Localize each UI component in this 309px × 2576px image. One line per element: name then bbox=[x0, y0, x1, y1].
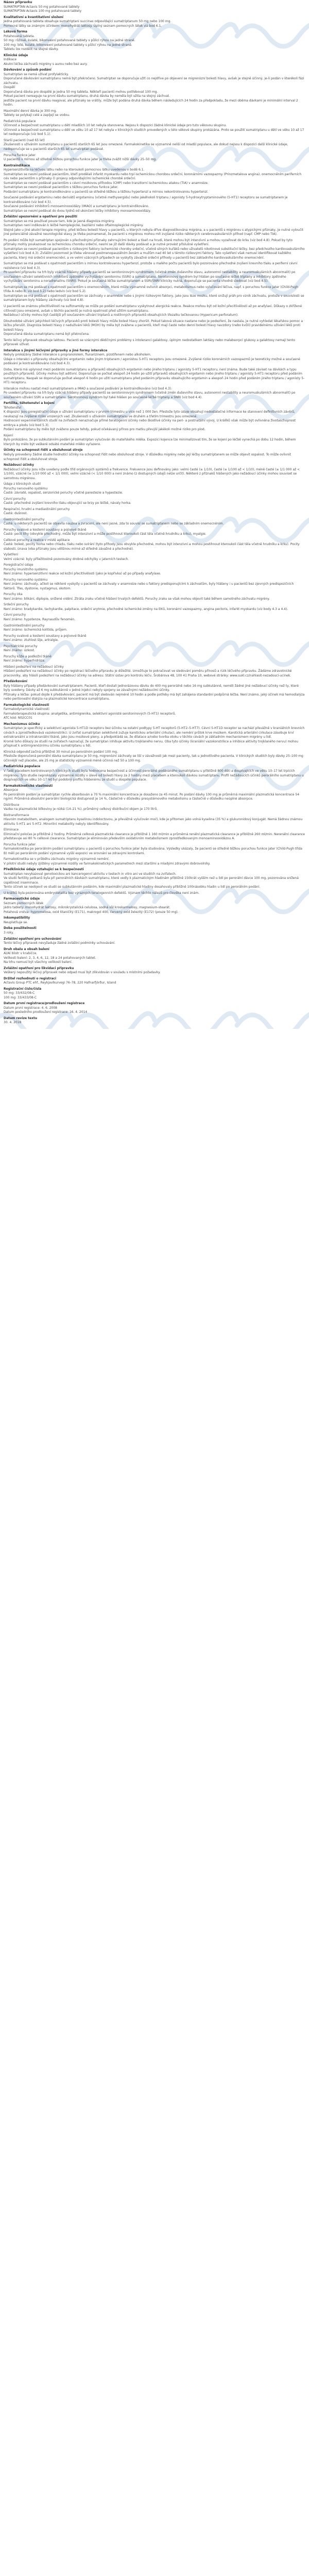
text-line: ATC kód: N02CC01 bbox=[4, 716, 32, 720]
text-line: Sumatriptan je specifický a selektivní agonista 5-HT1D receptoru bez účinku na ostatní podtypy 5-HT receptorů (5-HT2–5-HT7). Cévní 5-HT1D receptor se nachází převážně v kraniálních krevních cévách a zprostředkovává vazokonstrikci. U zvířat sumatriptan selektivně zužuje karotickou arteriální cirkulaci, ale nemění průtok krve mozkem. Karotická arteriální cirkulace zásobuje krví extrakraniální a intrakraniální tkáně, jako jsou mozkové pleny, a předpokládá se, že dilatace a/nebo tvorba otoku v těchto cévách je základním mechanismem migrény u lidí. bbox=[4, 726, 306, 739]
text-line: Podání sumatriptanu by mělo být zváženo pouze tehdy, pokud očekávaný přínos pro matku převýší jakékoli možné riziko pro plod. bbox=[4, 428, 205, 432]
text-line: Seznam pomocných látek bbox=[4, 901, 44, 905]
paragraph-block bbox=[4, 952, 305, 965]
text-line: Tento léčivý přípravek obsahuje laktosu. Pacienti se vzácnými dědičnými problémy s intolerancí galaktosy, úplným nedostatkem laktázy nebo malabsorpcí glukosy a galaktosy nemají tento přípravek užívat. bbox=[4, 338, 296, 347]
text-line: Poruchy nervového systému bbox=[4, 578, 48, 582]
paragraph-block bbox=[4, 20, 305, 28]
text-line: Porucha funkce jater bbox=[4, 153, 36, 157]
text-line: Sumatriptan není indikován k léčbě hemiplegické, bazilární nebo oftalmoplegické migrény. bbox=[4, 224, 144, 228]
text-line: Sumatriptan se nesmí podávat do dvou týdnů od ukončení léčby inhibitory monoaminooxidázy. bbox=[4, 209, 151, 213]
section-heading: Farmakokinetické vlastnosti bbox=[4, 784, 53, 788]
paragraph-block bbox=[4, 931, 305, 936]
text-line: Po uvedení přípravku na trh byly vzácně hlášeny případy pacientů se serotoninovým syndromem (včetně změn duševního stavu, autonomní nestability a neuromuskulárních abnormalit) po současném užívání selektivních inhibitorů zpětného vychytávání serotoninu (SSRI) a sumatriptanu. Serotoninový syndrom byl hlášen po současné léčbě triptany a inhibitory zpětného vychytávání serotoninu a noradrenalinu (SNRI). Pokud je současná léčba sumatriptanem a SSRI/SNRI klinicky nutná, doporučuje se pacienta vhodně sledovat (viz bod 4.5). bbox=[4, 270, 297, 283]
section-heading: Mechanismus účinku bbox=[4, 722, 40, 726]
section-heading: Interakce s jinými léčivými přípravky a jiné formy interakce bbox=[4, 348, 108, 352]
paragraph-block bbox=[4, 872, 305, 890]
paragraph-block bbox=[4, 109, 305, 118]
text-line: Tablety se polykají celé a zapíjejí se vodou. bbox=[4, 113, 70, 117]
text-line: Sumatriptan nevykazoval genotoxickou ani kancerogenní aktivitu v testech in vitro ani ve studiích na zvířatech. bbox=[4, 872, 177, 876]
text-line: Farmakokinetika se v průběhu záchvatu migrény významně nemění. bbox=[4, 857, 110, 861]
paragraph-block bbox=[4, 707, 305, 721]
text-line: Není známo: hypotenze, Raynaudův fenomén. bbox=[4, 618, 76, 621]
text-line: Těhotenství bbox=[4, 405, 22, 410]
text-line: Bylo prokázáno, že po subkutánním podání je sumatriptan vylučován do mateřského mléka. Expozici kojence lze minimalizovat tím, že se kojení po léčbě vynechá po dobu 12 hodin, během kterých by mělo být veškeré odsáté mateřské mléko vyřazeno. bbox=[4, 438, 297, 446]
text-line: Eliminace bbox=[4, 828, 19, 832]
section-heading: Dávkování a způsob podání bbox=[4, 68, 52, 72]
section-heading: Držitel rozhodnutí o registraci bbox=[4, 976, 57, 980]
text-line: Kromě toho důkazy ze studií na zvířatech naznačují, že sumatriptan inhibuje aktivitu trojklaného nervu. Oba tyto účinky (kraniální vazokonstrikce a inhibice aktivity trojklaného nervu) mohou přispívat k antimigrenóznímu účinku sumatriptanu u lidí. bbox=[4, 739, 300, 748]
paragraph-block bbox=[4, 553, 305, 562]
text-line: U pacientů s mírnou až středně těžkou poruchou funkce jater je třeba zvážit nižší dávky 25–50 mg. bbox=[4, 158, 157, 162]
text-line: Sumatriptan se má používat pouze tam, kde je jasná diagnóza migrény. bbox=[4, 219, 115, 223]
text-line: Účinnost a bezpečnost sumatriptanu u dětí mladších 10 let nebyla stanovena. Nejsou k dispozici žádné klinické údaje pro tuto věkovou skupinu. bbox=[4, 124, 227, 128]
text-line: Al/Al blistr v krabičce. bbox=[4, 952, 38, 956]
text-line: Poruchy svalové a kosterní soustavy a pojivové tkáně bbox=[4, 634, 87, 638]
text-line: Psychiatrické poruchy bbox=[4, 644, 38, 648]
section-heading: Nežádoucí účinky bbox=[4, 463, 35, 467]
text-line: Pomocné látky se známým účinkem: monohydrát laktosy. Úplný seznam pomocných látek viz bod 6.1. bbox=[4, 24, 162, 28]
document-page bbox=[0, 0, 309, 1029]
paragraph-block bbox=[4, 73, 305, 108]
text-line: Ve studii fertility potkanů byla při perorálních dávkách sumatriptanu, které vedly k plazmatickým hladinám přibližně 150krát vyšším než u lidí po perorální dávce 100 mg, pozorována snížená úspěšnost inseminace. bbox=[4, 876, 300, 885]
text-line: Cévní poruchy bbox=[4, 497, 26, 501]
text-line: Hlášení podezření na nežádoucí účinky bbox=[4, 665, 64, 669]
text-line: Poruchy svalové a kosterní soustavy a pojivové tkáně bbox=[4, 528, 87, 532]
paragraph-block bbox=[4, 120, 305, 137]
text-line: Nežádoucí účinky mohou být častější při současném užívání triptanů a rostlinných přípravků obsahujících třezalku tečkovanou (Hypericum perforatum). bbox=[4, 313, 238, 317]
paragraph-block bbox=[4, 769, 305, 783]
paragraph-block bbox=[4, 168, 305, 194]
section-heading: Fertilita, těhotenství a kojení bbox=[4, 401, 55, 405]
text-line: Časté: bolest, pocity horka nebo chladu, tlaku nebo svírání (tyto příhody jsou obvykle přechodné, mohou být intenzivní a mohou postihnout kteroukoli část těla včetně hrudníku a krku). Pocity slabosti, únava (oba příznaky jsou většinou mírné až středně závažné a přechodné). bbox=[4, 543, 301, 551]
paragraph-block bbox=[4, 788, 305, 802]
section-heading: Doba použitelnosti bbox=[4, 926, 37, 930]
section-heading: Předávkování bbox=[4, 680, 27, 684]
text-line: Doporučená dávka sumatriptanu nemá být překročena. bbox=[4, 332, 90, 336]
text-line: Není známo: hyperhidróza. bbox=[4, 659, 45, 663]
text-line: Datum posledního prodloužení registrace: 16. 4. 2014 bbox=[4, 1010, 88, 1014]
paragraph-block bbox=[4, 528, 305, 537]
text-line: Po perorálním podání je sumatriptan rychle absorbován a 70 % maximální koncentrace je dosaženo za 45 minut. Po podání dávky 100 mg je průměrná maximální plazmatická koncentrace 54 ng/ml. Průměrná absolutní perorální biologická dostupnost je 14 %, částečně v důsledku presystémového metabolismu a částečně v důsledku neúplné absorpce. bbox=[4, 792, 300, 801]
text-line: Časté: závratě, ospalost, senzorické poruchy včetně parestezie a hypestezie. bbox=[4, 491, 123, 495]
text-line: Gastrointestinální poruchy bbox=[4, 623, 45, 628]
paragraph-block bbox=[4, 338, 305, 347]
text-line: Farmakokinetika po perorálním podání sumatriptanu u pacientů s poruchou funkce jater byla studována. Výsledky ukázaly, že pacienti se středně těžkou poruchou funkce jater (Child-Pugh třída B) měli po perorálním podání významně vyšší expozici ve srovnání se zdravými kontrolami. bbox=[4, 847, 303, 855]
text-line: Hlášení podezření na nežádoucí účinky po registraci léčivého přípravku je důležité. Umožňuje to pokračovat ve sledování poměru přínosů a rizik léčivého přípravku. Žádáme zdravotnické pracovníky, aby hlásili podezření na nežádoucí účinky na adresu: Státní ústav pro kontrolu léčiv, Šrobárova 48, 100 41 Praha 10, webové stránky: www.sukl.cz/nahlasit-nezadouci-ucinek. bbox=[4, 669, 293, 677]
paragraph-block bbox=[4, 497, 305, 506]
paragraph-block bbox=[4, 387, 305, 400]
text-line: Neuplatňuje se. bbox=[4, 920, 28, 924]
text-line: Absorpce bbox=[4, 788, 18, 792]
paragraph-block bbox=[4, 921, 305, 925]
paragraph-block bbox=[4, 624, 305, 633]
paragraph-block bbox=[4, 482, 305, 496]
paragraph-block bbox=[4, 592, 305, 601]
text-line: Gastrointestinální poruchy bbox=[4, 517, 45, 521]
text-line: Cévní poruchy bbox=[4, 613, 26, 617]
section-heading: Pediatrická populace bbox=[4, 765, 41, 769]
text-line: Doporučená dávka pro dospělé je jedna 50 mg tableta. Někteří pacienti mohou potřebovat 100 mg. bbox=[4, 90, 158, 94]
text-line: Časté: u některých pacientů se objevila nauzea a zvracení, ale není jasné, zda to souvisí se sumatriptanem nebo se základním onemocněním. bbox=[4, 522, 224, 526]
text-line: Pokud pacient nereaguje na první dávku sumatriptanu, druhá dávka by neměla být užita na stejný záchvat. bbox=[4, 94, 170, 98]
text-line: Respirační, hrudní a mediastinální poruchy bbox=[4, 507, 70, 511]
text-line: V pilotní studii nebyly zjištěny významné rozdíly ve farmakokinetických parametrech mezi staršími a mladými zdravými dobrovolníky. bbox=[4, 861, 211, 866]
paragraph-block bbox=[4, 1021, 305, 1025]
text-line: Eliminační poločas je přibližně 2 hodiny. Průměrná celková plazmatická clearance je přibližně 1 160 ml/min a průměrná renální plazmatická clearance je přibližně 260 ml/min. Nerenální clearance představuje asi 80 % celkové clearance. Sumatriptan je eliminován především oxidativním metabolismem zprostředkovaným monoaminooxidázou A. bbox=[4, 832, 306, 841]
text-line: Sumatriptan se nesmí podávat pacientům s těžkou poruchou funkce jater. bbox=[4, 185, 118, 190]
paragraph-block bbox=[4, 239, 305, 261]
paragraph-block bbox=[4, 902, 305, 915]
text-line: Není známo: úzkost. bbox=[4, 649, 35, 653]
section-heading: Léková forma bbox=[4, 30, 27, 34]
paragraph-block bbox=[4, 5, 305, 14]
text-line: Vazba na plazmatické bílkoviny je nízká (14–21 %), průměrný celkový distribuční objem je 170 litrů. bbox=[4, 807, 158, 811]
text-line: Není známo: hypersenzitivní reakce od kožní přecitlivělosti (jako je kopřivka) až po případy anafylaxe. bbox=[4, 572, 161, 576]
text-line: Zkušenosti s užíváním sumatriptanu u pacientů starších 65 let jsou omezené. Farmakokinetika se významně neliší od mladší populace, ale dokud nejsou k dispozici další klinické údaje, nedoporučuje se u pacientů starších 65 let sumatriptan podávat. bbox=[4, 143, 289, 151]
paragraph-block bbox=[4, 843, 305, 856]
text-line: Potahová vrstva: hypromelosa, oxid titaničitý (E171), makrogol 400, červený oxid železitý (E172) (pouze 50 mg). bbox=[4, 910, 179, 914]
section-heading: Účinky na schopnost řídit a obsluhovat stroje bbox=[4, 448, 83, 452]
paragraph-block bbox=[4, 803, 305, 812]
section-heading: Klinické údaje bbox=[4, 53, 28, 57]
paragraph-block bbox=[4, 578, 305, 591]
text-line: Jádro tablety: monohydrát laktosy, mikrokrystalická celulosa, sodná sůl kroskarmelosy, magnesium-stearát. bbox=[4, 906, 170, 910]
section-heading: Datum revize textu bbox=[4, 1016, 38, 1020]
paragraph-block bbox=[4, 35, 305, 52]
section-heading: Předklinické údaje vztahující se k bezpečnosti bbox=[4, 868, 84, 872]
text-line: Farmakoterapeutická skupina: analgetika, antimigrenika, selektivní agonisté serotoninových (5-HT1) receptorů. bbox=[4, 711, 176, 716]
text-line: Časté: pocit tíhy (obvykle přechodný, může být intenzivní a může postihnout kteroukoli část těla včetně hrudníku a krku), myalgie. bbox=[4, 532, 207, 536]
paragraph-block bbox=[4, 634, 305, 643]
text-line: Sumatriptan se nemá užívat profylakticky. bbox=[4, 72, 69, 76]
text-line: Dlouhodobé užívání jakýchkoli léčivých přípravků proti bolesti hlavy může bolest hlavy zhoršit. Pokud taková situace nastane nebo je podezření, že nastala, je nutné vyhledat lékařskou pomoc a léčbu přerušit. Diagnóza bolesti hlavy z nadužívání léků (MOH) by měla být zvážena u pacientů, kteří mají časté nebo denní bolesti hlavy navzdory (nebo kvůli) pravidelnému užívání léků proti bolesti hlavy. bbox=[4, 319, 304, 332]
paragraph-block bbox=[4, 368, 305, 385]
text-line: Účinnost a bezpečnost sumatriptanu u dětí ve věku 10 až 17 let nebyla v klinických studiích provedených u této věkové skupiny prokázána. Proto se použití sumatriptanu u dětí ve věku 10 až 17 let nedoporučuje (viz bod 5.1). bbox=[4, 128, 305, 137]
text-line: Actavis Group PTC ehf., Reykjavíkurvegi 76–78, 220 Hafnarfjörður, Island bbox=[4, 981, 116, 985]
text-line: 30. 4. 2018 bbox=[4, 1021, 22, 1025]
text-line: Datum první registrace: 4. 6. 2008 bbox=[4, 1006, 57, 1010]
text-line: Doporučené dávkování sumatriptanu nemá být překročeno. Sumatriptan se doporučuje užít co nejdříve po objevení se migrenózní bolesti hlavy, avšak je stejně účinný, je-li podán v kterékoli fázi záchvatu. bbox=[4, 77, 305, 85]
text-line: Velmi vzácné: byly příležitostně pozorovány drobné odchylky v jaterních testech. bbox=[4, 557, 129, 561]
text-line: Po podání může být sumatriptan spojován s přechodnými příznaky zahrnujícími bolest a tíseň na hrudi, které mohou být intenzivní a mohou vyzařovat do krku (viz bod 4.8). Pokud by tyto příznaky mohly poukazovat na ischemickou chorobu srdeční, nesmí se již další dávky podávat a je nutné provést příslušné vyšetření. bbox=[4, 238, 294, 247]
text-line: 50 mg: růžové, kulaté, bikonvexní potahované tablety s půlicí rýhou na jedné straně. bbox=[4, 39, 135, 43]
text-line: Stejně jako u jiné akutní terapie migrény, před léčbou bolestí hlavy u pacientů, u kterých nebyla dříve diagnostikována migréna, a u pacientů s migrénou s atypickými příznaky, je nutné vyloučit jiné potenciálně závažné neurologické stavy. Je třeba poznamenat, že pacienti s migrénou mohou mít zvýšené riziko některých cerebrovaskulárních příhod (např. CMP nebo TIA). bbox=[4, 228, 304, 236]
section-heading: Farmaceutické údaje bbox=[4, 897, 40, 901]
text-line: Klinická odpověď začíná přibližně 30 minut po perorálním podání 100 mg. bbox=[4, 750, 118, 754]
text-line: Celkové poruchy a reakce v místě aplikace bbox=[4, 538, 70, 542]
text-line: Údaje o interakci s přípravky obsahujícími ergotamin nebo jiným triptanem / agonistou 5-HT1 receptoru jsou omezené. Zvýšené riziko koronárních vazospazmů je teoreticky možné a současné podávání je kontraindikováno (viz bod 4.3). bbox=[4, 357, 301, 366]
paragraph-block bbox=[4, 814, 305, 827]
section-heading: Druh obalu a obsah balení bbox=[4, 947, 49, 951]
paragraph-block bbox=[4, 726, 305, 749]
text-line: V řadě placebem kontrolovaných klinických studií byla hodnocena bezpečnost a účinnost perorálně podávaného sumatriptanu u přibližně 800 dětí a dospívajících ve věku 10–17 let trpících migrénou. Tyto studie neprokázaly významné rozdíly v úlevě od bolesti hlavy za 2 hodiny mezi placebem a kteroukoli dávkou sumatriptanu. Profil nežádoucích účinků perorálního sumatriptanu u dospívajících ve věku 10–17 let byl podobný profilu hlášenému ze studií u dospělé populace. bbox=[4, 769, 305, 782]
text-line: Nežádoucí účinky jsou níže uvedeny podle tříd orgánových systémů a frekvence. Frekvence jsou definovány jako: velmi časté (≥ 1/10), časté (≥ 1/100 až < 1/10), méně časté (≥ 1/1 000 až < 1/100), vzácné (≥ 1/10 000 až < 1/1 000), velmi vzácné (< 1/10 000) a není známo (z dostupných údajů nelze určit). Některé z příznaků hlášených jako nežádoucí účinky mohou souviset se samotnou migrénou. bbox=[4, 467, 301, 480]
text-line: Jestliže pacient na první dávku reagoval, ale příznaky se vrátily, může být podána druhá dávka během následujících 24 hodin za předpokladu, že mezi oběma dávkami je minimální interval 2 hodin. bbox=[4, 98, 299, 107]
text-line: Není známo: blikání, diplopie, snížené vidění. Ztráta zraku včetně hlášení trvalých defektů. Poruchy zraku se však mohou objevit také během samotného záchvatu migrény. bbox=[4, 597, 270, 601]
paragraph-block bbox=[4, 262, 305, 284]
section-heading: Datum první registrace/prodloužení registrace bbox=[4, 1002, 85, 1006]
text-line: Příznaky a léčba: pokud dojde k předávkování, pacient má být sledován nejméně 10 hodin a podle potřeby má být zahájena standardní podpůrná léčba. Není známo, jaký účinek má hemodialýza nebo peritoneální dialýza na plazmatické koncentrace sumatriptanu. bbox=[4, 692, 306, 701]
paragraph-block bbox=[4, 285, 305, 303]
text-line: SUMATRIPTAN Actavis 50 mg potahované tablety bbox=[4, 5, 80, 9]
text-line: Hlavním metabolitem, analogem sumatriptanu kyselinou indoloctovou, je převážně vylučován močí, kde je přítomen jako volná kyselina (35 %) a glukuronidový konjugát. Nemá žádnou známou aktivitu 5-HT1 ani 5-HT2. Minoritní metabolity nebyly identifikovány. bbox=[4, 818, 304, 826]
text-line: U králíků byla pozorována embryoletalita bez výrazných teratogenních defektů. Význam těchto nálezů pro člověka není znám. bbox=[4, 891, 199, 895]
text-line: Současné podávání ergotaminu nebo derivátů ergotaminu (včetně methysergidu) nebo jakéhokoli triptanu / agonisty 5-hydroxytryptaminového (5-HT1) receptoru se sumatriptanem je kontraindikováno (viz bod 4.5). bbox=[4, 196, 289, 204]
paragraph-block bbox=[4, 139, 305, 152]
text-line: Velikosti balení: 2, 3, 4, 6, 12, 18 a 24 potahovaných tablet. bbox=[4, 956, 96, 960]
text-line: Indikace bbox=[4, 58, 17, 62]
section-heading: Zvláštní opatření pro uchovávání bbox=[4, 937, 61, 941]
paragraph-block bbox=[4, 507, 305, 516]
paragraph-block bbox=[4, 518, 305, 527]
text-line: 3 roky. bbox=[4, 931, 14, 935]
text-line: Současné podávání inhibitorů monoaminooxidázy (IMAO) a sumatriptanu je kontraindikováno. bbox=[4, 205, 149, 209]
paragraph-block bbox=[4, 154, 305, 162]
text-line: Byly hlášeny případy předávkování sumatriptanem. Pacienti, kteří dostali jednorázovou dávku do 400 mg perorálně nebo 16 mg subkutánně, neměli žádné jiné nežádoucí účinky než ty, které byly uvedeny. Dávky až 6 mg subkutánně v jedné injekci nebyly spojeny se závažnými nežádoucími účinky. bbox=[4, 684, 300, 692]
text-line: Poruchy imunitního systému bbox=[4, 567, 48, 571]
paragraph-block bbox=[4, 304, 305, 318]
text-line: Porucha funkce jater bbox=[4, 842, 36, 846]
text-line: Sumatriptan se nesmí podávat pacientům s rizikovými faktory ischemické choroby srdeční, včetně silných kuřáků nebo uživatelů nikotinové substituční léčby, bez předchozího kardiovaskulárního vyšetření (viz bod 4.3). Zvláštní pozornost je třeba věnovat postmenopauzálním ženám a mužům nad 40 let s těmito rizikovými faktory. Tato vyšetření však nemusí identifikovat každého pacienta, který má srdeční onemocnění, a ve velmi vzácných případech se vyskytly závažné srdeční příhody u pacientů bez základního kardiovaskulárního onemocnění. bbox=[4, 247, 306, 260]
paragraph-block bbox=[4, 981, 305, 986]
text-line: Nebyly prokázány žádné interakce s propranololem, flunarizinem, pizotifenem nebo alkoholem. bbox=[4, 353, 151, 357]
text-line: Potahovaná tableta. bbox=[4, 34, 35, 38]
text-line: Sumatriptan se má podávat s opatrností pacientům s mírnou kontrolovanou hypertenzí, protože u malého počtu pacientů bylo pozorováno přechodné zvýšení krevního tlaku a periferní cévní rezistence (viz bod 4.3). bbox=[4, 262, 299, 270]
section-heading: Inkompatibility bbox=[4, 916, 30, 920]
paragraph-block bbox=[4, 538, 305, 552]
paragraph-block bbox=[4, 971, 305, 975]
section-heading: Zvláštní opatření pro likvidaci přípravku bbox=[4, 966, 74, 970]
paragraph-block bbox=[4, 196, 305, 213]
paragraph-block bbox=[4, 828, 305, 841]
text-line: Sumatriptan se má podávat s opatrností pacientům se záchvaty v anamnéze nebo s jinými rizikovými faktory, jako jsou léze mozku, které snižují práh pro vznik záchvatu, protože v souvislosti se sumatriptanem byly hlášeny záchvaty (viz bod 4.8). bbox=[4, 294, 305, 302]
text-line: Poruchy nervového systému bbox=[4, 486, 48, 490]
section-heading: Farmakologické vlastnosti bbox=[4, 703, 49, 707]
paragraph-block bbox=[4, 655, 305, 664]
text-line: Kojení bbox=[4, 433, 13, 437]
text-line: Interakce mohou nastat mezi sumatriptanem a IMAO a současné podávání je kontraindikováno (viz bod 4.3). bbox=[4, 386, 173, 391]
text-line: Distribuce bbox=[4, 803, 20, 807]
text-line: Časté: dušnost. bbox=[4, 512, 28, 516]
text-line: Není známo: záchvaty, ačkoli se některé vyskytly u pacientů se záchvaty v anamnéze nebo s faktory predisponujícími k záchvatům, byly hlášeny i u pacientů bez zjevných predispozičních faktorů. Třes, dystonie, nystagmus, skotom. bbox=[4, 582, 295, 590]
paragraph-block bbox=[4, 219, 305, 237]
paragraph-block bbox=[4, 406, 305, 432]
text-line: U pacientů se známou přecitlivělostí na sulfonamidy se může po podání sumatriptanu vyskytnout alergická reakce. Reakce mohou být od kožní přecitlivělosti až po anafylaxi. Důkazy o zkřížené citlivosti jsou omezené, avšak u těchto pacientů je nutná opatrnost před užitím sumatriptanu. bbox=[4, 304, 303, 313]
paragraph-block bbox=[4, 891, 305, 896]
paragraph-block bbox=[4, 453, 305, 462]
text-line: Poruchy oka bbox=[4, 592, 23, 597]
paragraph-block bbox=[4, 468, 305, 481]
text-line: Poruchy kůže a podkožní tkáně bbox=[4, 654, 52, 658]
text-line: 50 mg: 33/432/08-C bbox=[4, 991, 35, 995]
text-line: Tabletu lze rozdělit na stejné dávky. bbox=[4, 47, 59, 52]
text-line: 100 mg: 33/433/08-C bbox=[4, 995, 37, 999]
paragraph-block bbox=[4, 991, 305, 1000]
section-heading: Registrační číslo/čísla bbox=[4, 987, 42, 991]
text-line: Vyšetření bbox=[4, 553, 19, 557]
text-line: Není známo: ischemická kolitida, průjem. bbox=[4, 628, 67, 632]
paragraph-block bbox=[4, 603, 305, 612]
paragraph-block bbox=[4, 941, 305, 946]
paragraph-block bbox=[4, 750, 305, 764]
paragraph-block bbox=[4, 613, 305, 622]
text-line: Údaje z klinických studií bbox=[4, 482, 41, 486]
text-line: Hypersenzitivita na léčivou látku nebo na kteroukoli pomocnou látku uvedenou v bodě 6.1. bbox=[4, 168, 145, 172]
text-line: Není známo: bradykardie, tachykardie, palpitace, srdeční arytmie, přechodné ischemické změny na EKG, koronární vazospazmy, angina pectoris, infarkt myokardu (viz body 4.3 a 4.4). bbox=[4, 607, 288, 611]
text-line: Farmakodynamické vlastnosti bbox=[4, 707, 49, 711]
text-line: Sumatriptan se má podávat s opatrností pacientům s onemocněním, které může významně ovlivnit absorpci, metabolismus nebo vylučování léčiva, např. s poruchou funkce jater (Child-Pugh třída A nebo B; viz bod 5.2) nebo ledvin (viz bod 5.2). bbox=[4, 285, 299, 294]
section-heading: Název přípravku bbox=[4, 1, 32, 4]
text-line: Starší pacienti (nad 65 let) bbox=[4, 138, 45, 142]
text-line: Tento účinek se neobjevil ve studii se subkutánním podáním, kde maximální plazmatické hladiny dosahovaly přibližně 100násobku hladin u lidí po perorálním podání. bbox=[4, 885, 261, 889]
paragraph-block bbox=[4, 563, 305, 577]
document-content bbox=[4, 1, 305, 1025]
paragraph-block bbox=[4, 319, 305, 337]
text-line: Dospělí bbox=[4, 86, 15, 90]
text-line: Biotransformace bbox=[4, 813, 29, 817]
text-line: Veškerý nepoužitý léčivý přípravek nebo odpad musí být zlikvidován v souladu s místními požadavky. bbox=[4, 971, 161, 975]
text-line: Není známo: ztuhlost šíje, artralgie. bbox=[4, 638, 59, 642]
text-line: SUMATRIPTAN Actavis 100 mg potahované tablety bbox=[4, 9, 82, 13]
text-line: Sumatriptan se nesmí podávat pacientům s cévní mozkovou příhodou (CMP) nebo tranzitorní ischemickou atakou (TIA) v anamnéze. bbox=[4, 181, 209, 185]
text-line: Jedna potahovaná tableta obsahuje sumatriptani succinas odpovídající sumatriptanum 50 mg nebo 100 mg. bbox=[4, 20, 171, 24]
text-line: Doba, která má uplynout mezi podáním sumatriptanu a přípravků obsahujících ergotamin nebo jiného triptanu / agonisty 5-HT1 receptoru, není známa. Bude také záviset na dávkách a typu použitých přípravků. Účinky mohou být aditivní. Doporučuje se počkat alespoň 24 hodin po užití přípravků obsahujících ergotamin nebo jiného triptanu / agonisty 5-HT1 receptoru před podáním sumatriptanu. Naopak se doporučuje počkat alespoň 6 hodin po užití sumatriptanu před podáním přípravku obsahujícího ergotamin a alespoň 24 hodin před podáním jiného triptanu / agonisty 5-HT1 receptoru. bbox=[4, 367, 305, 385]
text-line: Časté: přechodné zvýšení krevního tlaku objevující se brzy po léčbě, návaly horka. bbox=[4, 501, 131, 505]
text-line: K dispozici jsou poregistrační údaje o užívání sumatriptanu v prvním trimestru u více než 1 000 žen. Přestože tyto údaje obsahují nedostatečné informace ke stanovení definitivních závěrů, neukazují na zvýšené riziko vrozených vad. Zkušenosti s užíváním sumatriptanu ve druhém a třetím trimestru jsou omezené. bbox=[4, 410, 296, 418]
text-line: Sumatriptan se nesmí podávat pacientům, kteří prodělali infarkt myokardu nebo trpí ischemickou chorobou srdeční, koronárními vazospazmy (Prinzmetalova angina), onemocněním periferních cév nebo pacientům s příznaky či projevy odpovídajícími ischemické chorobě srdeční. bbox=[4, 172, 303, 181]
paragraph-block bbox=[4, 665, 305, 679]
paragraph-block bbox=[4, 857, 305, 866]
paragraph-block bbox=[4, 645, 305, 653]
paragraph-block bbox=[4, 353, 305, 366]
paragraph-block bbox=[4, 58, 305, 66]
text-line: Akutní léčba záchvatů migrény s aurou nebo bez aury. bbox=[4, 62, 88, 66]
text-line: Po uvedení přípravku na trh byly vzácně hlášeny případy pacientů se serotoninovým syndromem (včetně změn duševního stavu, autonomní nestability a neuromuskulárních abnormalit) po současném užívání SSRI a sumatriptanu. Serotoninový syndrom byl také hlášen po současné léčbě triptany a SNRI (viz bod 4.4). bbox=[4, 391, 297, 399]
text-line: Nebyly provedeny žádné studie hodnotící účinky na schopnost řídit nebo obsluhovat stroje. V důsledku migrény nebo její léčby sumatriptanem se může objevit ospalost. To může ovlivnit schopnost řídit a obsluhovat stroje. bbox=[4, 452, 292, 461]
paragraph-block bbox=[4, 434, 305, 447]
section-heading: Kvalitativní a kvantitativní složení bbox=[4, 15, 63, 19]
text-line: Pediatrická populace bbox=[4, 119, 36, 123]
paragraph-block bbox=[4, 684, 305, 702]
text-line: 100 mg: bílé, kulaté, bikonvexní potahované tablety s půlicí rýhou na jedné straně. bbox=[4, 43, 132, 47]
text-line: Podávání sumatriptanu je kontraindikováno u pacientů se středně těžkou a těžkou hypertenzí a mírnou nekontrolovanou hypertenzí. bbox=[4, 190, 209, 194]
text-line: Přestože doporučená perorální dávka sumatriptanu je 50 mg, migrenózní záchvaty se liší v závažnosti jak mezi pacienty, tak u jednotlivého pacienta. V klinických studiích byly dávky 25–100 mg účinnější než placebo, ale 25 mg je statisticky významně méně účinná než 50 a 100 mg. bbox=[4, 754, 304, 762]
text-line: Maximální denní dávka je 300 mg. bbox=[4, 109, 57, 113]
paragraph-block bbox=[4, 1006, 305, 1015]
section-heading: Kontraindikace bbox=[4, 163, 30, 167]
text-line: Hodnocení experimentálních studií na zvířatech nenaznačuje přímé teratogenní účinky nebo škodlivé účinky na peri- a postnatální vývoj. U králíků však může být ovlivněna životaschopnost embrya a plodu (viz bod 5.3). bbox=[4, 419, 297, 427]
text-line: Na trhu nemusí být všechny velikosti balení. bbox=[4, 960, 73, 964]
section-heading: Zvláštní upozornění a opatření pro použití bbox=[4, 215, 77, 219]
text-line: Poregistrační údaje bbox=[4, 563, 33, 567]
text-line: Srdeční poruchy bbox=[4, 603, 29, 607]
text-line: Tento léčivý přípravek nevyžaduje žádné zvláštní podmínky uchovávání. bbox=[4, 941, 115, 945]
